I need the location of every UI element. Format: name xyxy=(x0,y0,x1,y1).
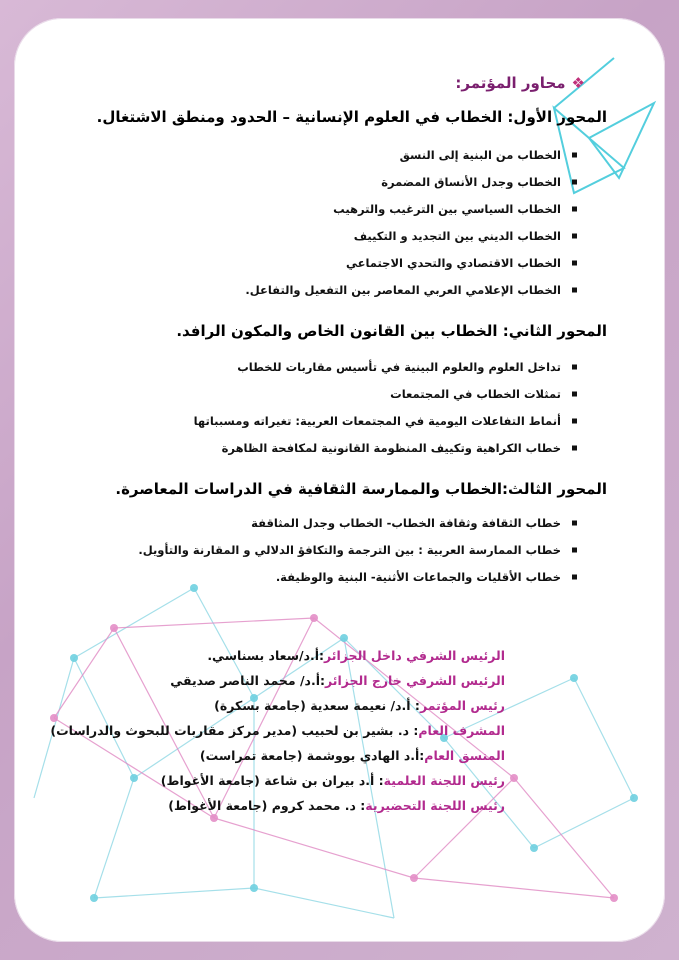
list-item: الخطاب الاقتصادي والتحدي الاجتماعي xyxy=(245,256,577,270)
committee-row: الرئيس الشرفي داخل الجزائر:أ.د/سعاد بسناسي. xyxy=(207,648,505,663)
committee-list xyxy=(50,648,505,823)
list-item: الخطاب الديني بين التجديد و التكييف xyxy=(245,229,577,243)
list-item: خطاب الكراهية وتكييف المنظومة القانونية لمكافحة الظاهرة xyxy=(194,441,577,455)
list-item: خطاب الثقافة وثقافة الخطاب- الخطاب وجدل المثاقفة xyxy=(138,516,577,530)
axis-1-list xyxy=(245,148,577,310)
axis-3-title: المحور الثالث:الخطاب والممارسة الثقافية في الدراسات المعاصرة. xyxy=(115,480,607,498)
list-item: الخطاب الإعلامي العربي المعاصر بين التفعيل والتفاعل. xyxy=(245,283,577,297)
document-content xyxy=(14,18,665,942)
committee-row: الرئيس الشرفي خارج الجزائر:أ.د/ محمد الناصر صديقي xyxy=(170,673,505,688)
committee-row: المشرف العام: د. بشير بن لحبيب (مدير مركز مقاربات للبحوث والدراسات) xyxy=(50,723,505,738)
diamond-bullet-icon: ❖ xyxy=(571,74,585,92)
axis-2-title: المحور الثاني: الخطاب بين القانون الخاص والمكون الرافد. xyxy=(176,322,607,340)
list-item: الخطاب من البنية إلى النسق xyxy=(245,148,577,162)
list-item: خطاب الأقليات والجماعات الأثنية- البنية والوظيفة. xyxy=(138,570,577,584)
heading-text: محاور المؤتمر: xyxy=(455,74,566,92)
axis-1-title: المحور الأول: الخطاب في العلوم الإنسانية – الحدود ومنطق الاشتغال. xyxy=(96,108,607,126)
axis-2-list xyxy=(194,360,577,468)
list-item: أنماط التفاعلات اليومية في المجتمعات العربية: تغيراته ومسبباتها xyxy=(194,414,577,428)
list-item: الخطاب وجدل الأنساق المضمرة xyxy=(245,175,577,189)
committee-row: المنسق العام:أ.د الهادي بووشمة (جامعة تمراست) xyxy=(199,748,505,763)
committee-row: رئيس المؤتمر: أ.د/ نعيمة سعدية (جامعة بسكرة) xyxy=(214,698,505,713)
list-item: خطاب الممارسة العربية : بين الترجمة والتكافؤ الدلالي و المقارنة والتأويل. xyxy=(138,543,577,557)
committee-row: رئيس اللجنة التحضيرية: د. محمد كروم (جامعة الأغواط) xyxy=(168,798,505,813)
list-item: الخطاب السياسي بين الترغيب والترهيب xyxy=(245,202,577,216)
list-item: تداخل العلوم والعلوم البينية في تأسيس مقاربات للخطاب xyxy=(194,360,577,374)
committee-row: رئيس اللجنة العلمية: أ.د بيران بن شاعة (جامعة الأغواط) xyxy=(160,773,505,788)
axis-3-list xyxy=(138,516,577,597)
conference-axes-heading xyxy=(455,74,585,92)
document-card xyxy=(14,18,665,942)
list-item: تمثلات الخطاب في المجتمعات xyxy=(194,387,577,401)
